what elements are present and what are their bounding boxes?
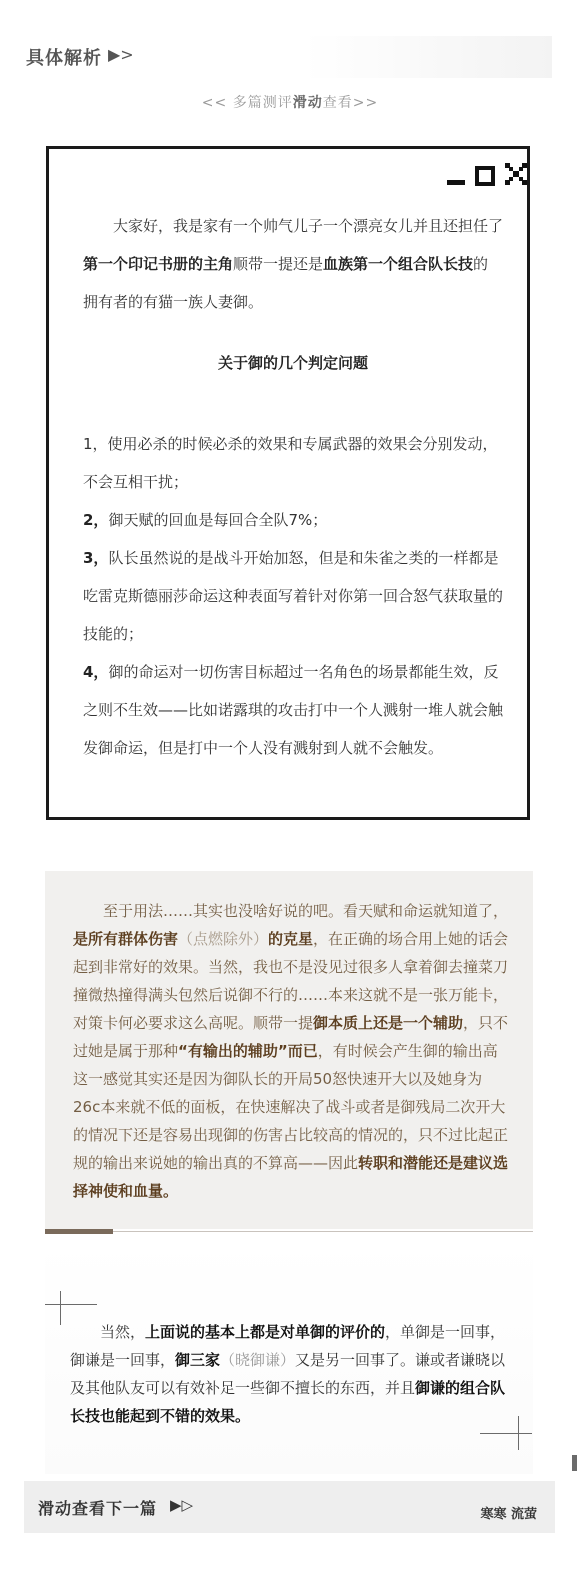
close-icon: [505, 163, 527, 185]
usage-paragraph: 至于用法……其实也没啥好说的吧。看天赋和命运就知道了，是所有群体伤害（点燃除外）的克星，在正确的场合用上她的话会起到非常好的效果。当然，我也不是没见过很多人拿着御去撞菜刀撞微热撞得满头包然后说御不行的……本来这就不是一张万能卡，对策卡何必要求这么高呢。顺带一提御本质上还是一个辅助，只不过她是属于那种“有输出的辅助”而已，有时候会产生御的输出高这一感觉其实还是因为御队长的开局50怒快速开大以及她身为26c本来就不低的面板，在快速解决了战斗或者是御残局二次开大的情况下还是容易出现御的伤害占比较高的情况的，只不过比起正规的输出来说她的输出真的不算高——因此转职和潜能还是建议选择神使和血量。: [73, 902, 509, 1200]
window-card: [46, 146, 530, 820]
judgment-item-3: 3，队长虽然说的是战斗开始加怒，但是和朱雀之类的一样都是吃雷克斯德丽莎命运这种表面写着针对你第一回合怒气获取量的技能的；: [83, 549, 504, 643]
swipe-hint-highlight: 滑动: [292, 95, 323, 111]
swipe-hint[interactable]: [0, 92, 580, 112]
maximize-icon: [475, 166, 495, 186]
judgment-item-2: 2，御天赋的回血是每回合全队7%；: [83, 511, 328, 529]
scroll-indicator[interactable]: [572, 1455, 577, 1471]
section-title: 具体解析: [26, 48, 102, 69]
minimize-icon: [447, 180, 465, 185]
section-header: [0, 36, 552, 78]
play-arrow-icon: ▶>: [108, 45, 134, 64]
next-article-link[interactable]: 滑动查看下一篇: [38, 1499, 158, 1518]
crosshair-decoration-top-v: [60, 1291, 61, 1325]
intro-paragraph: 大家好，我是家有一个帅气儿子一个漂亮女儿并且还担任了第一个印记书册的主角顺带一提还是血族第一个组合队长技的拥有者的有猫一族人妻御。: [83, 217, 504, 311]
judgment-item-4: 4，御的命运对一切伤害目标超过一名角色的场景都能生效，反之则不生效——比如诺露琪的攻击打中一个人溅射一堆人就会触发御命运，但是打中一个人没有溅射到人就不会触发。: [83, 663, 504, 757]
swipe-hint-suffix: 查看>>: [322, 95, 379, 111]
crosshair-decoration-bottom-v: [518, 1416, 519, 1450]
divider-line: [113, 1231, 533, 1232]
accent-bar: [45, 1229, 113, 1234]
play-arrow-icon: ▶▷: [170, 1496, 194, 1514]
author-credit: 寒寒 流萤: [480, 1507, 537, 1522]
crosshair-decoration-top-h: [45, 1304, 97, 1305]
judgment-item-1: 1，使用必杀的时候必杀的效果和专属武器的效果会分别发动，不会互相干扰；: [83, 435, 498, 491]
swipe-hint-prefix: << 多篇测评: [201, 95, 293, 111]
judgment-heading: 关于御的几个判定问题: [217, 354, 368, 372]
crosshair-decoration-bottom-h: [480, 1433, 532, 1434]
next-article-bar[interactable]: [24, 1481, 555, 1533]
final-paragraph: 当然，上面说的基本上都是对单御的评价的，单御是一回事，御谦是一回事，御三家（晓御谦）又是另一回事了。谦或者谦晓以及其他队友可以有效补足一些御不擅长的东西，并且御谦的组合队长技也能起到不错的效果。: [70, 1323, 506, 1425]
usage-block: [45, 871, 533, 1229]
